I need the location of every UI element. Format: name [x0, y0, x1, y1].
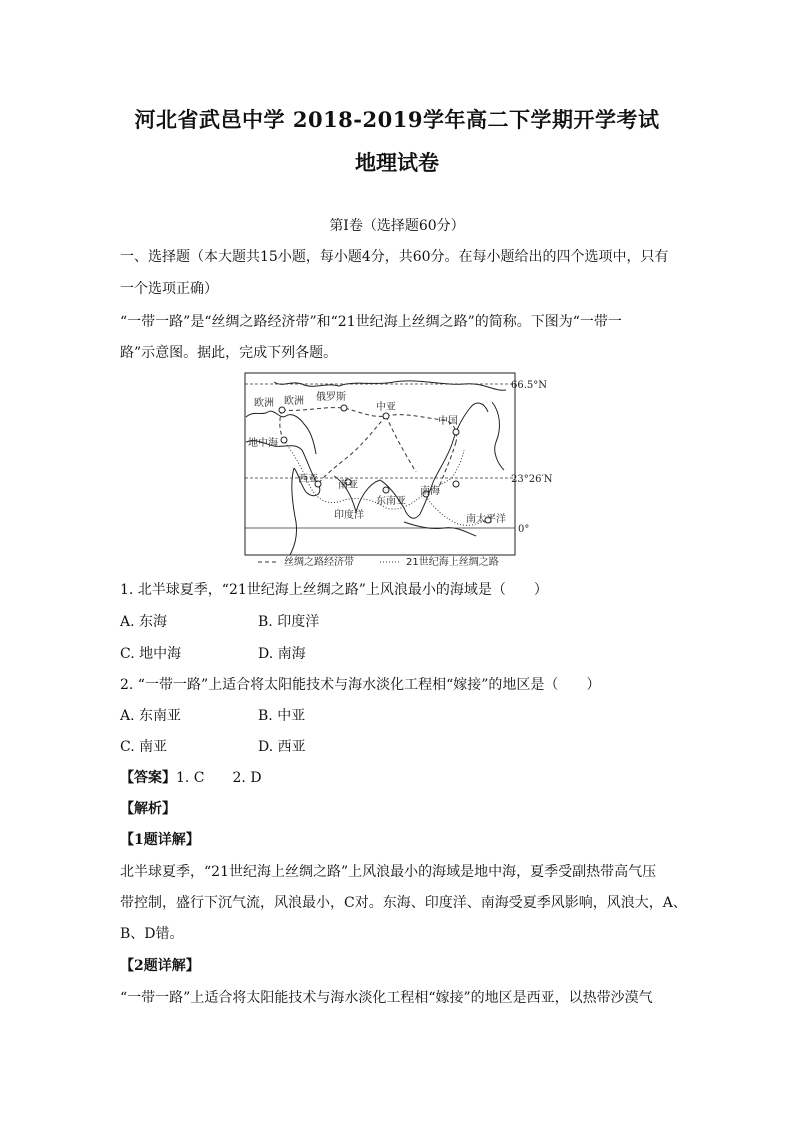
- q1-detail-line-3: B、D错。: [120, 926, 184, 942]
- section-heading: 第Ⅰ卷（选择题60分）: [329, 218, 465, 234]
- latitude-tropic-label: 23°26′N: [511, 474, 553, 485]
- belt-and-road-map: [244, 372, 554, 568]
- answer-line: [120, 768, 680, 788]
- question-1-option-d[interactable]: D. 南海: [258, 646, 306, 662]
- question-1-option-b[interactable]: B. 印度洋: [258, 614, 320, 630]
- instruction-line-1: 一、选择题（本大题共15小题，每小题4分，共60分。在每小题给出的四个选项中，只有: [120, 249, 669, 265]
- question-2-option-d[interactable]: D. 西亚: [258, 739, 306, 755]
- label-europe: 欧洲: [284, 396, 304, 407]
- label-china: 中国: [438, 416, 458, 427]
- q1-detail-heading: 【1题详解】: [120, 832, 200, 848]
- label-south-pacific: 南太平洋: [466, 514, 506, 525]
- legend-land-label: 丝绸之路经济带: [284, 557, 354, 568]
- intro-line-1: “一带一路”是“丝绸之路经济带”和“21世纪海上丝绸之路”的简称。下图为“一带一: [120, 314, 622, 330]
- question-1-stem: 1. 北半球夏季，“21世纪海上丝绸之路”上风浪最小的海域是（ ）: [120, 582, 548, 598]
- document-title: 河北省武邑中学 2018-2019学年高二下学期开学考试: [134, 107, 660, 132]
- answer-label: 【答案】: [120, 770, 176, 786]
- q2-detail-line-1: “一带一路”上适合将太阳能技术与海水淡化工程相“嫁接”的地区是西亚，以热带沙漠气: [120, 990, 653, 1006]
- q1-detail-line-1: 北半球夏季，“21世纪海上丝绸之路”上风浪最小的海域是地中海，夏季受副热带高气压: [120, 864, 657, 880]
- instruction-line-2: 一个选项正确）: [120, 281, 218, 297]
- label-southeast-asia: 东南亚: [376, 496, 406, 507]
- question-1-option-a[interactable]: A. 东海: [120, 614, 168, 630]
- intro-line-2: 路”示意图。据此，完成下列各题。: [120, 345, 338, 361]
- label-europe-small: 欧洲: [254, 398, 274, 409]
- document-subtitle: 地理试卷: [355, 150, 439, 175]
- question-2-stem: 2. “一带一路”上适合将太阳能技术与海水淡化工程相“嫁接”的地区是（ ）: [120, 677, 601, 693]
- label-south-asia: 南亚: [338, 480, 358, 491]
- latitude-arctic-label: 66.5°N: [511, 380, 548, 391]
- label-russia: 俄罗斯: [316, 392, 346, 403]
- question-2-option-c[interactable]: C. 南亚: [120, 739, 168, 755]
- label-west-asia: 西亚: [298, 474, 318, 485]
- q2-detail-heading: 【2题详解】: [120, 958, 200, 974]
- question-2-option-b[interactable]: B. 中亚: [258, 708, 306, 724]
- analysis-label: 【解析】: [120, 801, 176, 817]
- answer-text: 1. C 2. D: [176, 770, 262, 786]
- latitude-equator-label: 0°: [518, 524, 530, 535]
- q1-detail-line-2: 带控制，盛行下沉气流，风浪最小，C对。东海、印度洋、南海受夏季风影响，风浪大，A、: [120, 895, 687, 911]
- label-south-china-sea: 南海: [420, 486, 440, 497]
- question-1-option-c[interactable]: C. 地中海: [120, 646, 182, 662]
- question-2-option-a[interactable]: A. 东南亚: [120, 708, 182, 724]
- label-central-asia: 中亚: [376, 402, 396, 413]
- label-indian-ocean: 印度洋: [334, 510, 364, 521]
- label-mediterranean: 地中海: [248, 438, 278, 449]
- legend-sea-label: 21世纪海上丝绸之路: [406, 557, 499, 568]
